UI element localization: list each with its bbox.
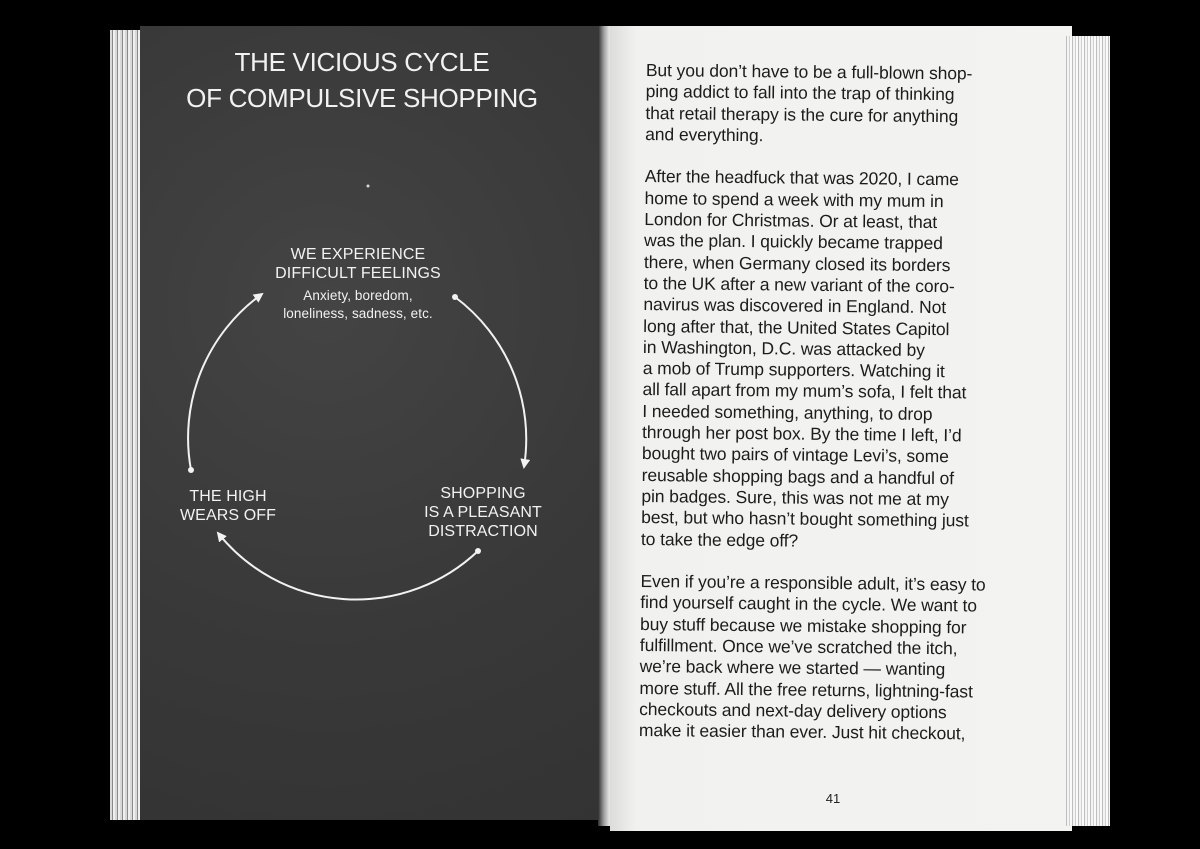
node-top-subtext	[246, 287, 470, 323]
paragraph-2: After the headfuck that was 2020, I came home to spend a week with my mum in London for Christmas. Or at least, that was the plan. I quickly became trapped there, when Germany closed its borders to the UK after a new variant of the coro- navirus was discovered in England. Not long after that, the United States Capitol in Washington, D.C. was attacked by a mob of Trump supporters. Watching it all fall apart from my mum’s sofa, I felt that I needed something, anything, to drop through her post box. By the time I left, I’d bought two pairs of vintage Levi’s, some reusable shopping bags and a handful of pin badges. Sure, this was not me at my best, but who hasn’t bought something just to take the edge off?	[640, 166, 969, 551]
arrow-start-dot-3	[188, 467, 194, 473]
right-page-body-text	[639, 60, 1046, 767]
paragraph-3: Even if you’re a responsible adult, it’s easy to find yourself caught in the cycle. We want to buy stuff because we mistake shopping for fulfillment. Once we’ve scratched the itch, we’re back where we started — wanting more stuff. All the free returns, lightning-fast checkouts and next-day delivery options make it easier than ever. Just hit checkout,	[638, 571, 986, 744]
paragraph-1: But you don’t have to be a full-blown shop- ping addict to fall into the trap of thinking that retail therapy is the cure for anything and everything.	[645, 60, 973, 146]
node-right-line-2: IS A PLEASANT	[424, 504, 542, 521]
node-top-label-line-2: DIFFICULT FEELINGS	[275, 265, 441, 282]
arrow-shopping-to-high-wears-off	[218, 533, 478, 600]
title-line-1: THE VICIOUS CYCLE	[234, 47, 490, 77]
node-left-line-1: THE HIGH	[189, 488, 267, 505]
cycle-node-high-wears-off	[160, 487, 296, 525]
cycle-node-shopping-distraction	[408, 484, 558, 541]
node-left-line-2: WEARS OFF	[179, 507, 276, 524]
title-line-2: OF COMPULSIVE SHOPPING	[186, 83, 538, 113]
node-right-line-1: SHOPPING	[440, 485, 526, 502]
page-number: 41	[825, 791, 841, 806]
node-top-label-line-1: WE EXPERIENCE	[290, 246, 426, 263]
arrow-start-dot-2	[475, 548, 481, 554]
dust-speck	[367, 185, 370, 188]
cycle-node-difficult-feelings	[246, 245, 470, 323]
node-right-line-3: DISTRACTION	[428, 523, 538, 540]
node-top-sub-line-1: Anxiety, boredom,	[303, 288, 413, 303]
node-top-sub-line-2: loneliness, sadness, etc.	[283, 306, 433, 321]
